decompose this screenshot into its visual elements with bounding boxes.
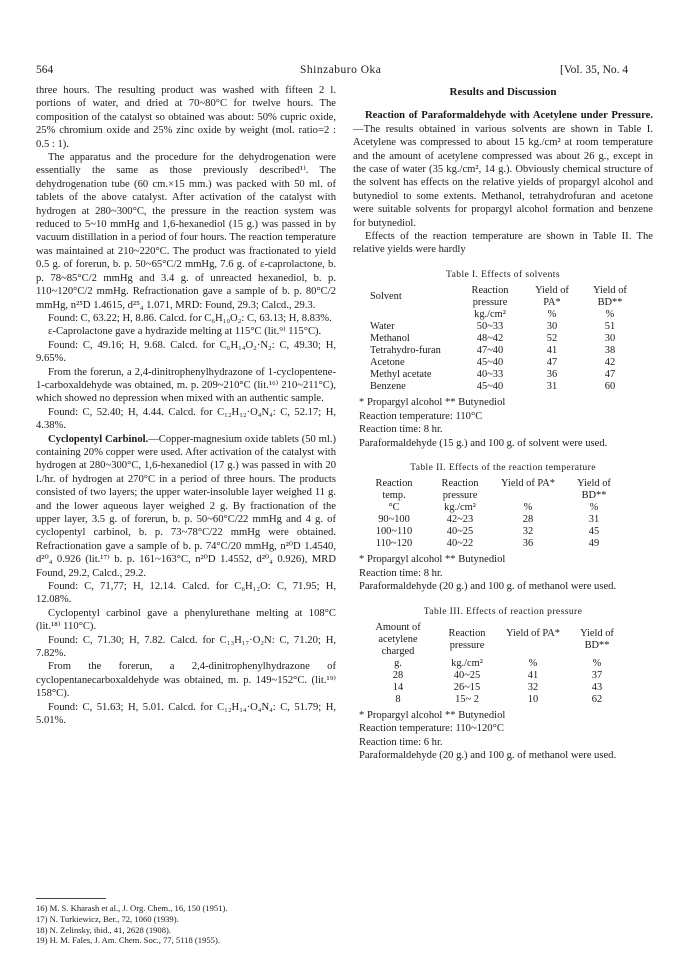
page-number: 564 xyxy=(36,64,54,76)
table-cell: 60 xyxy=(604,381,616,393)
table-cell: 90~100 xyxy=(378,514,410,526)
table-row xyxy=(363,514,627,526)
table-cell: 50~33 xyxy=(476,321,504,333)
analysis-line: Found: C, 71.30; H, 7.82. Calcd. for C₁₃H₁₇·O₂N: C, 71.20; H, 7.82%. xyxy=(36,634,336,660)
analysis-line: Found: C, 52.40; H, 4.44. Calcd. for C₁₂H₁₂·O₄N₄: C, 52.17; H, 4.38%. xyxy=(36,406,336,432)
table-cell: 49 xyxy=(588,538,600,550)
table-cell: 40~22 xyxy=(446,538,474,550)
section-title: Results and Discussion xyxy=(449,86,557,98)
table-unit: % xyxy=(605,309,615,321)
table-unit: % xyxy=(528,657,538,669)
table-cell: Acetone xyxy=(370,357,405,369)
table-row xyxy=(363,538,627,550)
table-cell: 47 xyxy=(604,369,616,381)
paragraph: Effects of the reaction temperature are shown in Table II. The relative yields were hardly xyxy=(353,231,653,256)
table-cell: Methanol xyxy=(370,333,410,345)
table-unit: kg./cm² xyxy=(474,309,506,321)
table-row xyxy=(367,357,639,369)
table-cell: 30 xyxy=(546,321,558,333)
footnotes xyxy=(36,903,336,946)
table-note: Paraformaldehyde (20 g.) and 100 g. of methanol were used. xyxy=(359,581,617,593)
table-cell: 36 xyxy=(546,369,558,381)
table-cell: 28 xyxy=(522,514,534,526)
table-cell: 26~15 xyxy=(453,681,481,693)
footnote: 17) N. Turkiewicz, Ber., 72, 1060 (1939). xyxy=(36,913,179,924)
running-author: Shinzaburo Oka xyxy=(300,64,382,76)
table-note: Reaction temperature: 110°C xyxy=(359,410,483,422)
table-header: Yield of PA* xyxy=(501,478,555,490)
table1-notes xyxy=(353,396,653,450)
table-cell: 38 xyxy=(604,345,616,357)
table-row xyxy=(363,694,629,706)
table-header: Yield of BD** xyxy=(577,478,611,502)
table2 xyxy=(363,478,627,550)
table-row xyxy=(363,670,629,682)
table-cell: Benzene xyxy=(370,381,406,393)
table-header: Amount of acetylene charged xyxy=(375,621,421,657)
subsection-heading: Cyclopentyl Carbinol. xyxy=(48,433,149,445)
paragraph-text: —The results obtained in various solvents are shown in Table I. Acetylene was compressed to about 15 kg./cm² at room temperature and the amount of acetylene compressed was about 26 g., except in the case of water (35 kg./cm², 14 g.). Obviously chemical structure of the solvent has effects on the relative yields of propargyl alcohol and butynediol to some extents. Methanol, tetrahydrofuran and acetone were suitable solvents for propargyl alcohol formation and benzene for butynediol. xyxy=(353,123,653,229)
table-unit xyxy=(367,309,457,321)
table-cell: 14 xyxy=(392,681,404,693)
table-note: Paraformaldehyde (15 g.) and 100 g. of solvent were used. xyxy=(359,437,608,449)
table-header: Yield of PA* xyxy=(535,285,569,309)
left-column xyxy=(36,84,336,728)
subsection-heading: Reaction of Paraformaldehyde with Acetylene under Pressure. xyxy=(365,110,653,122)
table-note: Reaction time: 6 hr. xyxy=(359,736,443,748)
table-cell: 47~40 xyxy=(476,345,504,357)
paragraph: Cyclopentyl carbinol gave a phenylurethane melting at 108°C (lit.¹⁸⁾ 110°C). xyxy=(36,607,336,633)
table-row xyxy=(363,526,627,538)
table-row xyxy=(367,321,639,333)
table3-notes xyxy=(353,709,653,763)
journal-volume: [Vol. 35, No. 4 xyxy=(560,64,629,76)
paragraph-text: —Copper-magnesium oxide tablets (50 ml.) containing 20% copper were used. After activation of the catalyst with hydrogen at 280~300°C, 1,6-hexanediol (17 g.) was passed in with 20 l./hr. of hydrogen at 270°C in a period of three hours. The products consisted of two layers; the upper water-insoluble layer weighed 11 g. and the lower aqueous layer weighed 2 g. By fractionation of the upper layer, 3.5 g. of forerun, b. p. 50~60°C/22 mmHg and 4 g. of cyclopentyl carbinol, b. p. 73~78°C/22 mmHg were obtained. Refractionation gave a sample of b. p. 74°C/20 mmHg, n²⁰D 1.4540, d²⁰₄ 0.926 (lit.¹⁷⁾ b. p. 161~163°C, n²⁰D 1.4552, d²⁰₄ 0.926), MRD Found, 29.2, Calcd., 29.2. xyxy=(36,433,336,579)
table-header: Yield of BD** xyxy=(593,285,627,309)
table-header: Reaction temp. xyxy=(375,478,413,502)
table-cell: 28 xyxy=(392,669,404,681)
paragraph: From the forerun, a 2,4-dinitrophenylhydrazone of cyclopentanecarboxaldehyde was obtained, m. p. 149~152°C. (lit.¹⁹⁾ 158°C). xyxy=(36,661,336,700)
paragraph xyxy=(353,109,653,230)
footnote: 16) M. S. Kharash et al., J. Org. Chem., 16, 150 (1951). xyxy=(36,903,228,913)
analysis-line: Found: C, 71,77; H, 12.14. Calcd. for C₆H₁₂O: C, 71.95; H, 12.08%. xyxy=(36,581,336,606)
table-unit: kg./cm² xyxy=(444,502,476,514)
table-row xyxy=(367,369,639,381)
table-row xyxy=(367,333,639,345)
table-cell: 45 xyxy=(588,526,600,538)
table-note: * Propargyl alcohol ** Butynediol xyxy=(359,397,506,409)
footnote: 19) H. M. Fales, J. Am. Chem. Soc., 77, 5118 (1955). xyxy=(36,935,220,946)
table-row xyxy=(363,682,629,694)
paragraph: three hours. The resulting product was washed with fifteen 2 l. portions of water, and dried at 70~80°C for twelve hours. The composition of the catalyst so obtained was about: 50% cupric oxide, 25% chromium oxide and 25% zinc oxide by weight (mol. ratio=2 : 0.5 : 1). xyxy=(36,85,336,150)
paragraph: The apparatus and the procedure for the dehydrogenation were essentially the same as those previously described¹⁾. The dehydrogenation tube (60 cm.×15 mm.) was packed with 50 ml. of tablets of the above catalyst. After activation of the catalyst with hydrogen at 280~300°C, the pressure in the reaction system was reduced to 5~10 mmHg and 1,6-hexanediol (15 g.) was passed in by vacuum distillation in a period of four hours. The reaction temperature was maintained at 210~220°C. The product was fractionated to yield 0.5 g. of forerun, b. p. 50~65°C/2 mmHg, 7.6 g. of ε-caprolactone, b. p. 78~85°C/2 mmHg and 3.4 g. of unreacted hexanediol, b. p. 110~120°C/2 mmHg. Refractionation gave a sample of b. p. 80°C/2 mmHg, n²⁵D 1.4615, d²⁵₄ 1.071, MRD: Found, 29.3; Calcd., 29.3. xyxy=(36,152,336,311)
table-cell: 48~42 xyxy=(476,333,504,345)
table-cell: Water xyxy=(370,321,395,333)
table-header: Reaction pressure xyxy=(441,478,479,502)
table-cell: 15~ 2 xyxy=(455,693,479,705)
analysis-line: Found: C, 51.63; H, 5.01. Calcd. for C₁₂H₁₄·O₄N₄: C, 51.79; H, 5.01%. xyxy=(36,701,336,727)
footnote-rule xyxy=(36,898,106,899)
table-cell: 8 xyxy=(395,693,401,705)
table-cell: 36 xyxy=(522,538,534,550)
footnote: 18) N. Zelinsky, ibid., 41, 2628 (1908). xyxy=(36,924,172,935)
table-header: Reaction pressure xyxy=(471,285,509,309)
table-header: Reaction pressure xyxy=(448,627,486,651)
table1-caption: Table I. Effects of solvents xyxy=(446,268,560,280)
table-cell: 37 xyxy=(591,669,603,681)
table-cell: 45~40 xyxy=(476,357,504,369)
table-cell: 41 xyxy=(527,669,539,681)
table-cell: 40~33 xyxy=(476,369,504,381)
table-cell: 52 xyxy=(546,333,558,345)
table-note: Reaction time: 8 hr. xyxy=(359,567,443,579)
table3 xyxy=(363,622,629,706)
table-cell: 30 xyxy=(604,333,616,345)
table-note: Reaction temperature: 110~120°C xyxy=(359,723,504,735)
table-row xyxy=(367,345,639,357)
table-cell: 62 xyxy=(591,693,603,705)
table-header: Yield of BD** xyxy=(580,627,614,651)
table-cell: 42 xyxy=(604,357,616,369)
analysis-line: Found: C, 49.16; H, 9.68. Calcd. for C₆H₁₄O₂·N₂: C, 49.30; H, 9.65%. xyxy=(36,339,336,365)
table-cell: 40~25 xyxy=(446,526,474,538)
table-cell: 43 xyxy=(591,681,603,693)
table-note: Reaction time: 8 hr. xyxy=(359,424,443,436)
table-cell: 42~23 xyxy=(446,514,474,526)
table-cell: 40~25 xyxy=(453,669,481,681)
table-cell: 31 xyxy=(546,381,558,393)
analysis-line: Found: C, 63.22; H, 8.86. Calcd. for C₆H₁₀O₂: C, 63.13; H, 8.83%. xyxy=(48,312,332,324)
table3-caption: Table III. Effects of reaction pressure xyxy=(423,605,583,617)
table-unit: % xyxy=(592,657,602,669)
table2-caption: Table II. Effects of the reaction temperature xyxy=(410,461,596,473)
table-cell: 100~110 xyxy=(375,526,413,538)
table-row xyxy=(367,381,639,393)
table-cell: 32 xyxy=(522,526,534,538)
paragraph xyxy=(36,433,336,580)
table-unit: °C xyxy=(388,502,400,514)
paragraph: From the forerun, a 2,4-dinitrophenylhydrazone of 1-cyclopentene-1-carboxaldehyde was obtained, m. p. 209~210°C (lit.¹⁶⁾ 210~211°C), which showed no depression when mixed with an authentic sample. xyxy=(36,366,336,405)
table2-notes xyxy=(353,553,653,593)
table-cell: Methyl acetate xyxy=(370,369,432,381)
table-cell: 41 xyxy=(546,345,558,357)
table-cell: 47 xyxy=(546,357,558,369)
table1 xyxy=(367,285,639,393)
table-cell: 31 xyxy=(588,514,600,526)
table-unit: kg./cm² xyxy=(451,657,483,669)
table-cell: 10 xyxy=(527,693,539,705)
table-cell: 45~40 xyxy=(476,381,504,393)
table-unit: % xyxy=(547,309,557,321)
table-cell: 51 xyxy=(604,321,616,333)
table-unit: % xyxy=(523,502,533,514)
right-column xyxy=(353,84,653,763)
table-unit: % xyxy=(589,502,599,514)
table-cell: 110~120 xyxy=(375,538,413,550)
table-cell: 32 xyxy=(527,681,539,693)
table-header: Solvent xyxy=(370,291,402,303)
table-unit: g. xyxy=(394,657,402,669)
table-note: * Propargyl alcohol ** Butynediol xyxy=(359,554,506,566)
paragraph: ε-Caprolactone gave a hydrazide melting at 115°C (lit.⁹⁾ 115°C). xyxy=(48,326,322,338)
table-cell: Tetrahydro-furan xyxy=(370,345,441,357)
table-header: Yield of PA* xyxy=(506,627,560,639)
table-note: * Propargyl alcohol ** Butynediol xyxy=(359,709,506,721)
table-note: Paraformaldehyde (20 g.) and 100 g. of methanol were used. xyxy=(359,750,617,762)
